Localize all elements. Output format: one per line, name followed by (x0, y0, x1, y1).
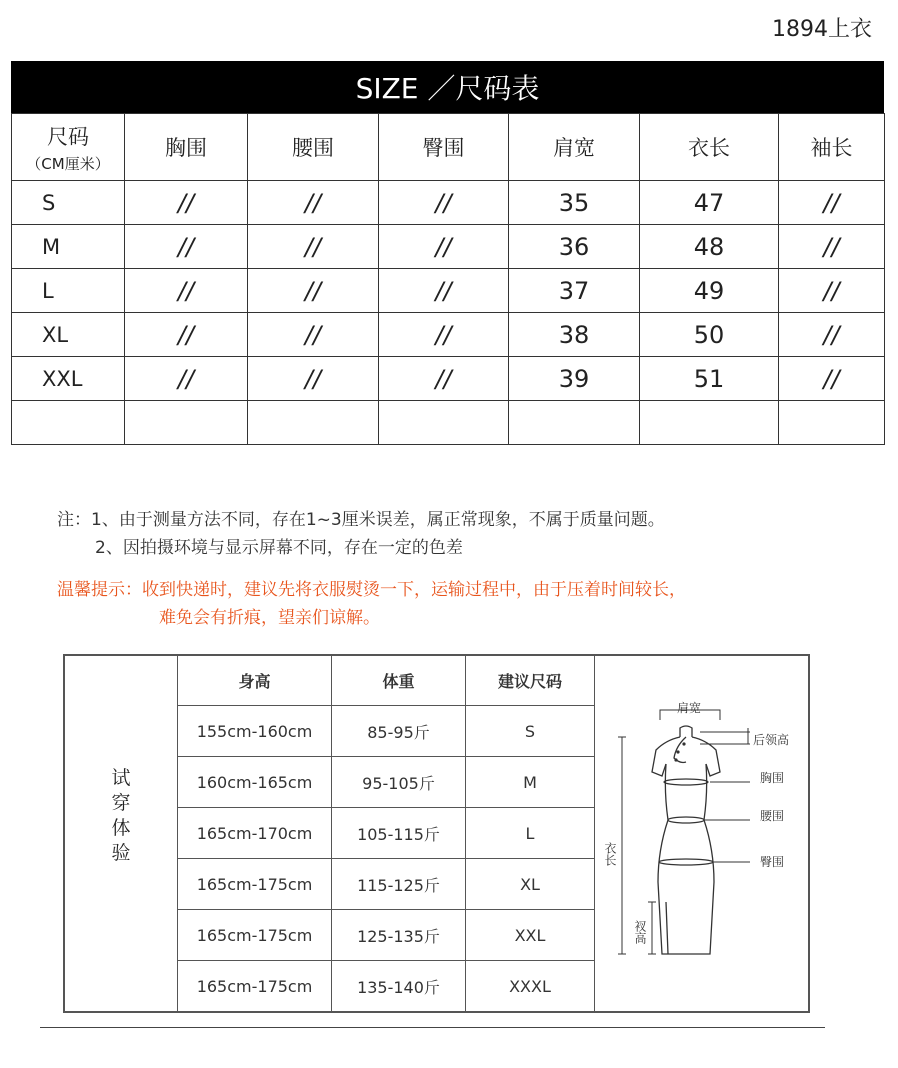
sleeve-cell: // (779, 313, 885, 357)
column-header-sleeve: 袖长 (779, 114, 885, 181)
bust-cell: // (125, 357, 248, 401)
length-cell: 47 (640, 181, 779, 225)
header-recommended-size: 建议尺码 (466, 655, 595, 706)
column-header-hip: 臀围 (379, 114, 509, 181)
height-cell: 165cm-175cm (178, 961, 332, 1012)
size-cell: M (466, 757, 595, 808)
label-hip: 臀围 (760, 855, 785, 869)
unit-label: （CM厘米） (26, 154, 110, 173)
size-header-label: 尺码 (47, 124, 89, 149)
waist-cell: // (248, 357, 379, 401)
note-line-1: 注：1、由于测量方法不同，存在1~3厘米误差，属正常现象，不属于质量问题。 (57, 510, 665, 530)
hip-cell: // (379, 181, 509, 225)
hip-cell: // (379, 269, 509, 313)
label-slit: 衩高 (633, 920, 647, 944)
table-row (12, 181, 885, 225)
table-row (12, 225, 885, 269)
size-cell: XL (12, 313, 125, 357)
product-code-label: 1894上衣 (772, 17, 872, 42)
bottom-divider (40, 1027, 825, 1028)
weight-cell: 105-115斤 (332, 808, 466, 859)
tryon-title-char: 穿 (111, 792, 131, 814)
sleeve-cell: // (779, 357, 885, 401)
sleeve-cell: // (779, 269, 885, 313)
height-cell: 165cm-175cm (178, 910, 332, 961)
note-line-2: 2、因拍摄环境与显示屏幕不同，存在一定的色差 (95, 538, 463, 558)
size-cell: L (12, 269, 125, 313)
tip-line-1: 温馨提示：收到快递时，建议先将衣服熨烫一下，运输过程中，由于压着时间较长， (57, 580, 686, 600)
measure-guides (618, 710, 750, 954)
height-cell: 165cm-170cm (178, 808, 332, 859)
hip-cell: // (379, 225, 509, 269)
label-shoulder: 肩宽 (677, 701, 702, 715)
label-length: 衣长 (603, 842, 617, 866)
height-cell: 155cm-160cm (178, 706, 332, 757)
bust-cell: // (125, 269, 248, 313)
weight-cell: 125-135斤 (332, 910, 466, 961)
column-header-length: 衣长 (640, 114, 779, 181)
height-cell: 160cm-165cm (178, 757, 332, 808)
size-cell: S (466, 706, 595, 757)
bust-cell: // (125, 313, 248, 357)
column-header-shoulder: 肩宽 (509, 114, 640, 181)
size-cell: S (12, 181, 125, 225)
length-cell: 49 (640, 269, 779, 313)
length-cell: 51 (640, 357, 779, 401)
weight-cell: 85-95斤 (332, 706, 466, 757)
size-column-header (12, 114, 125, 181)
table-row (12, 313, 885, 357)
size-chart-header-row (12, 114, 885, 181)
tryon-title-char: 试 (111, 767, 131, 789)
sleeve-cell: // (779, 225, 885, 269)
waist-cell: // (248, 181, 379, 225)
waist-cell: // (248, 313, 379, 357)
shoulder-cell: 39 (509, 357, 640, 401)
hip-cell: // (379, 313, 509, 357)
size-cell: XXL (12, 357, 125, 401)
bust-cell: // (125, 181, 248, 225)
weight-cell: 135-140斤 (332, 961, 466, 1012)
size-cell: XXXL (466, 961, 595, 1012)
size-cell: M (12, 225, 125, 269)
tip-line-2: 难免会有折痕，望亲们谅解。 (159, 608, 380, 628)
length-cell: 48 (640, 225, 779, 269)
header-weight: 体重 (332, 655, 466, 706)
tryon-title-char: 体 (111, 817, 131, 839)
tryon-title-char: 验 (111, 842, 131, 864)
header-height: 身高 (178, 655, 332, 706)
table-row (12, 269, 885, 313)
dress-measurement-diagram (600, 692, 800, 967)
tryon-title (106, 766, 136, 866)
label-bust: 胸围 (760, 771, 785, 785)
column-header-bust: 胸围 (125, 114, 248, 181)
weight-cell: 115-125斤 (332, 859, 466, 910)
bust-cell: // (125, 225, 248, 269)
size-cell: XL (466, 859, 595, 910)
label-waist: 腰围 (760, 809, 785, 823)
weight-cell: 95-105斤 (332, 757, 466, 808)
height-cell: 165cm-175cm (178, 859, 332, 910)
empty-table-row (12, 401, 885, 445)
size-chart-title: SIZE ／尺码表 (11, 61, 884, 113)
shoulder-cell: 37 (509, 269, 640, 313)
shoulder-cell: 36 (509, 225, 640, 269)
shoulder-cell: 35 (509, 181, 640, 225)
size-cell: L (466, 808, 595, 859)
sleeve-cell: // (779, 181, 885, 225)
column-header-waist: 腰围 (248, 114, 379, 181)
waist-cell: // (248, 225, 379, 269)
dress-outline (652, 726, 720, 954)
label-collar: 后领高 (753, 733, 790, 747)
length-cell: 50 (640, 313, 779, 357)
size-cell: XXL (466, 910, 595, 961)
size-chart-table (11, 113, 885, 445)
waist-cell: // (248, 269, 379, 313)
hip-cell: // (379, 357, 509, 401)
shoulder-cell: 38 (509, 313, 640, 357)
table-row (12, 357, 885, 401)
